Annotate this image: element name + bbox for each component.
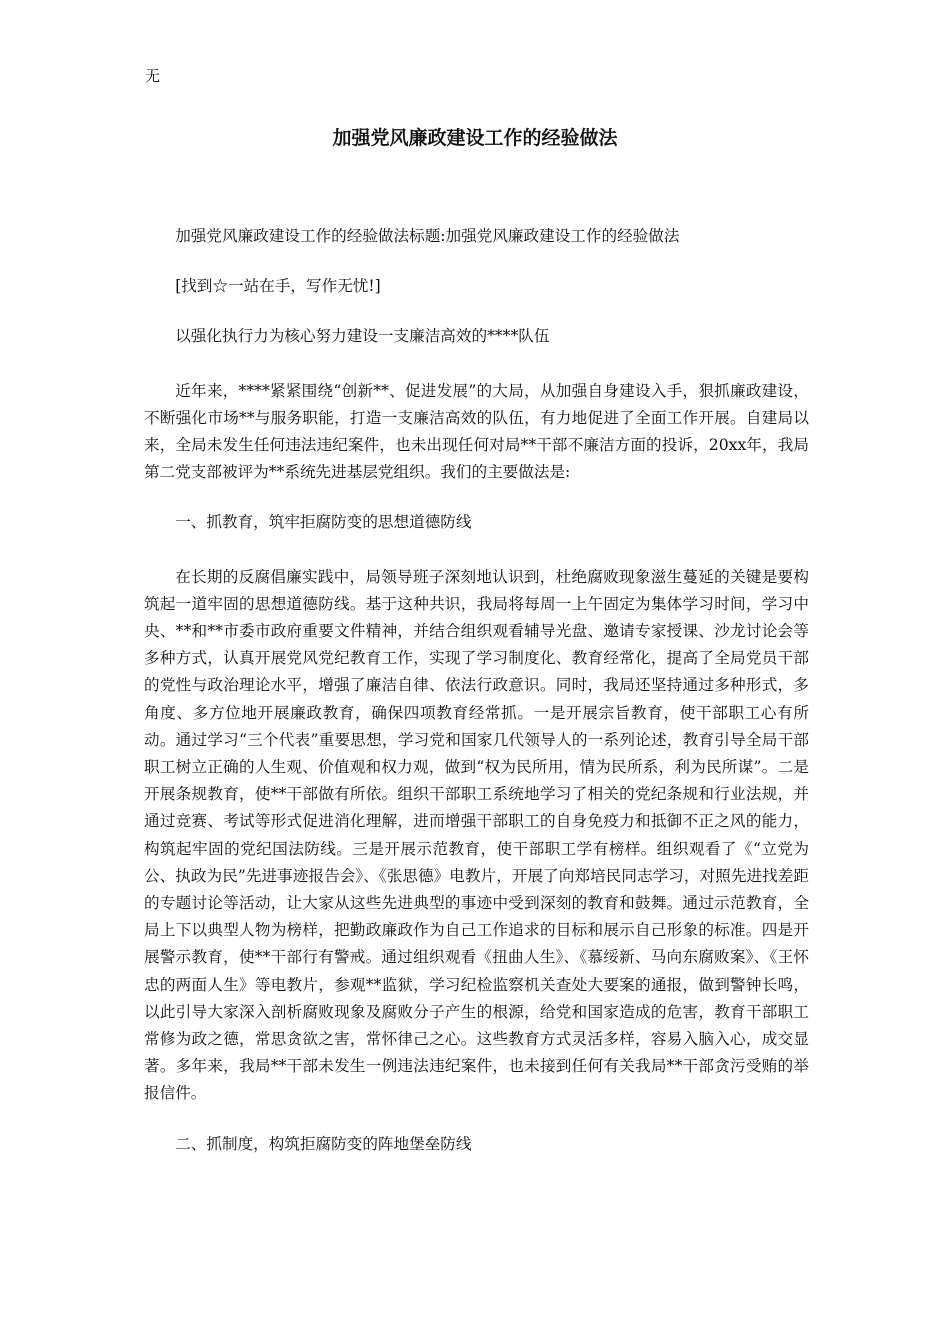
header-mark: 无 <box>145 67 161 85</box>
section-heading-2: 二、抓制度，构筑拒腐防变的阵地堡垒防线 <box>175 1134 472 1153</box>
document-title: 加强党风廉政建设工作的经验做法 <box>332 127 618 149</box>
document-body <box>144 223 809 1158</box>
section-heading-1: 一、抓教育，筑牢拒腐防变的思想道德防线 <box>175 513 472 532</box>
paragraph-intro: 近年来，****紧紧围绕“创新**、促进发展”的大局，从加强自身建设入手，狠抓廉政建设，不断强化市场**与服务职能，打造一支廉洁高效的队伍，有力地促进了全面工作开展。自建局以来，全局未发生任何违法违纪案件，也未出现任何对局**干部不廉洁方面的投诉，20xx年，我局第二党支部被评为**系统先进基层党组织。我们的主要做法是: <box>144 381 809 482</box>
paragraph-subtitle: 以强化执行力为核心努力建设一支廉洁高效的****队伍 <box>175 327 550 346</box>
paragraph-section-1: 在长期的反腐倡廉实践中，局领导班子深刻地认识到，杜绝腐败现象滋生蔓延的关键是要构筑起一道牢固的思想道德防线。基于这种共识，我局将每周一上午固定为集体学习时间，学习中央、**和**市委市政府重要文件精神，并结合组织观看辅导光盘、邀请专家授课、沙龙讨论会等多种方式，认真开展党风党纪教育工作，实现了学习制度化、教育经常化，提高了全局党员干部的党性与政治理论水平，增强了廉洁自律、依法行政意识。同时，我局还坚持通过多种形式，多角度、多方位地开展廉政教育，确保四项教育经常抓。一是开展宗旨教育，使干部职工心有所动。通过学习“三个代表”重要思想，学习党和国家几代领导人的一系列论述，教育引导全局干部职工树立正确的人生观、价值观和权力观，做到“权为民所用，情为民所系，利为民所谋”。二是开展条规教育，使**干部做有所依。组织干部职工系统地学习了相关的党纪条规和行业法规，并通过竞赛、考试等形式促进消化理解，进而增强干部职工的自身免疫力和抵御不正之风的能力，构筑起牢固的党纪国法防线。三是开展示范教育，使干部职工学有榜样。组织观看了《“立党为公、执政为民”先进事迹报告会》、《张思德》电教片，开展了向郑培民同志学习，对照先进找差距的专题讨论等活动，让大家从这些先进典型的事迹中受到深刻的教育和鼓舞。通过示范教育，全局上下以典型人物为榜样，把勤政廉政作为自己工作追求的目标和展示自己形象的标准。四是开展警示教育，使**干部行有警戒。通过组织观看《扭曲人生》、《慕绥新、马向东腐败案》、《王怀忠的两面人生》等电教片，参观**监狱，学习纪检监察机关查处大要案的通报，做到警钟长鸣，以此引导大家深入剖析腐败现象及腐败分子产生的根源，给党和国家造成的危害，教育干部职工常修为政之德，常思贪欲之害，常怀律己之心。这些教育方式灵活多样，容易入脑入心，成交显著。多年来，我局**干部未发生一例违法违纪案件，也未接到任何有关我局**干部贪污受贿的举报信件。 <box>144 567 809 1103</box>
paragraph-tagline: [找到☆一站在手，写作无忧!] <box>175 277 381 296</box>
paragraph-heading-line: 加强党风廉政建设工作的经验做法标题:加强党风廉政建设工作的经验做法 <box>175 227 680 245</box>
